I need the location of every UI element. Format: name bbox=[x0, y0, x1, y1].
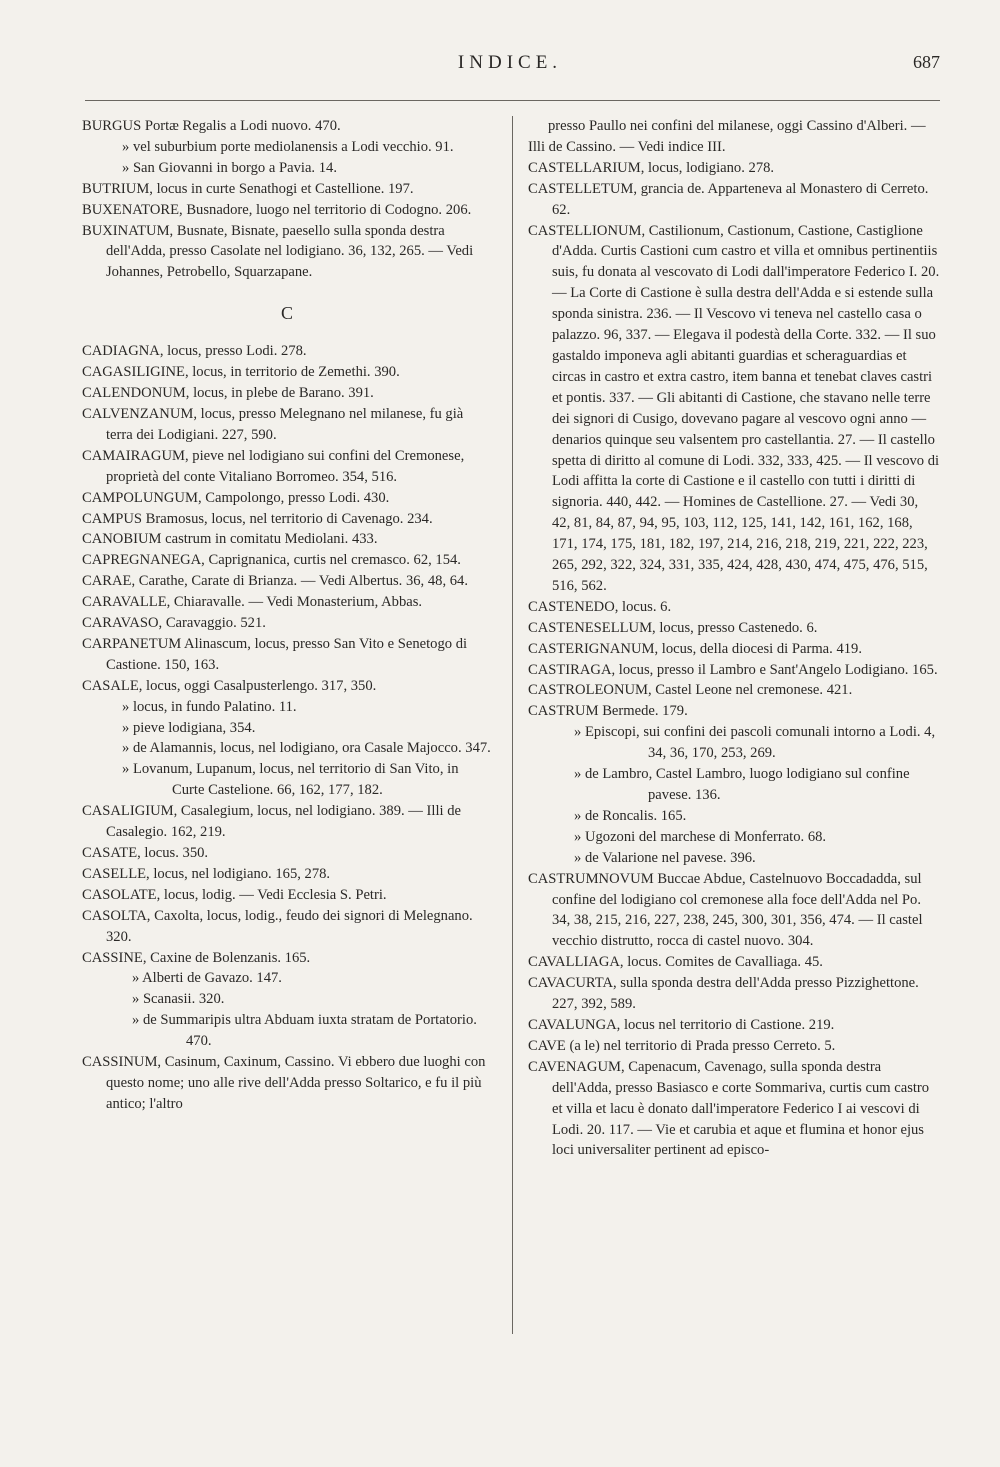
entry-text: BUXINATUM, Busnate, Bisnate, paesello sulla sponda destra dell'Adda, presso Casolate nel lodigiano. 36, 132, 265. — Vedi Johannes, Petrobello, Squarzapane. bbox=[82, 222, 474, 281]
index-entry bbox=[528, 618, 940, 639]
entry-text: CASTENESELLUM, locus, presso Castenedo. 6. bbox=[528, 619, 818, 636]
entry-text: » Scanasii. 320. bbox=[132, 991, 225, 1008]
entry-text: CASALE, locus, oggi Casalpusterlengo. 317, 350. bbox=[82, 677, 377, 694]
entry-text: BUTRIUM, locus in curte Senathogi et Castellione. 197. bbox=[82, 180, 414, 197]
entry-text: CAMAIRAGUM, pieve nel lodigiano sui confini del Cremonese, proprietà del conte Vitaliano Borromeo. 354, 516. bbox=[82, 447, 465, 485]
entry-text: CASTROLEONUM, Castel Leone nel cremonese. 421. bbox=[528, 682, 853, 699]
entry-text: CASSINUM, Casinum, Caxinum, Cassino. Vi ebbero due luoghi con questo nome; uno alle rive dell'Adda presso Soltarico, e fu il più antico; l'altro bbox=[82, 1054, 486, 1112]
entry-text: CASTIRAGA, locus, presso il Lambro e Sant'Angelo Lodigiano. 165. bbox=[528, 661, 938, 678]
index-entry bbox=[82, 383, 492, 404]
entry-text: » pieve lodigiana, 354. bbox=[122, 719, 256, 736]
index-entry bbox=[82, 592, 492, 613]
entry-text: » de Lambro, Castel Lambro, luogo lodigiano sul confine pavese. 136. bbox=[574, 766, 910, 803]
index-entry bbox=[82, 676, 492, 697]
entry-text: » vel suburbium porte mediolanensis a Lodi vecchio. 91. bbox=[122, 138, 454, 155]
entry-text: CASELLE, locus, nel lodigiano. 165, 278. bbox=[82, 865, 331, 882]
index-subentry bbox=[82, 989, 492, 1010]
index-subentry bbox=[528, 827, 940, 848]
index-entry bbox=[82, 948, 492, 969]
entry-text: BUXENATORE, Busnadore, luogo nel territorio di Codogno. 206. bbox=[82, 201, 472, 218]
index-entry bbox=[82, 488, 492, 509]
entry-text: CAVENAGUM, Capenacum, Cavenago, sulla sponda destra dell'Adda, presso Basiasco e corte Sommariva, curtis cum castro et villa et lacu è donato dall'imperatore Federico I ai vescovi di Lodi. 20. 117. — Vie et carubia et aque et flumina et honor ejus loci universaliter pertinent ad episco- bbox=[528, 1058, 930, 1159]
entry-text: CASSINE, Caxine de Bolenzanis. 165. bbox=[82, 949, 311, 966]
index-entry bbox=[82, 550, 492, 571]
index-entry bbox=[82, 885, 492, 906]
index-entry bbox=[528, 221, 940, 597]
index-subentry bbox=[82, 759, 492, 801]
entry-text: CAVALUNGA, locus nel territorio di Castione. 219. bbox=[528, 1016, 835, 1033]
entry-text: CANOBIUM castrum in comitatu Mediolani. 433. bbox=[82, 531, 378, 548]
entry-text: » de Roncalis. 165. bbox=[574, 807, 687, 824]
entry-text: » Ugozoni del marchese di Monferrato. 68. bbox=[574, 828, 827, 845]
index-entry bbox=[528, 869, 940, 953]
index-entry bbox=[528, 660, 940, 681]
header-rule bbox=[85, 100, 940, 101]
index-entry bbox=[528, 952, 940, 973]
entry-text: » San Giovanni in borgo a Pavia. 14. bbox=[122, 159, 337, 176]
index-entry bbox=[82, 200, 492, 221]
index-entry bbox=[82, 1052, 492, 1115]
index-subentry bbox=[528, 764, 940, 806]
index-subentry bbox=[82, 738, 492, 759]
index-entry bbox=[82, 221, 492, 284]
index-entry bbox=[82, 137, 492, 158]
index-entry bbox=[528, 1057, 940, 1162]
entry-text: CALVENZANUM, locus, presso Melegnano nel milanese, fu già terra dei Lodigiani. 227, 590. bbox=[82, 405, 464, 443]
entry-text: CASTELLIONUM, Castilionum, Castionum, Castione, Castiglione d'Adda. Curtis Castioni cum castro et villa et omnibus pertinentiis suis, fu donata al vescovato di Lodi dall'imperatore Federico I. 20. — La Corte di Castione è sulla destra dell'Adda e si estende sulla sponda sinistra. 236. — Il Vescovo vi teneva nel castello casa o palazzo. 96, 337. — Elegava il podestà della Corte. 332. — Il suo gastaldo imponeva agli abitanti guardias et scheraguardias et circas in castro et extra castro, item banna et tenebat claves castri et pontis. 337. — Gli abitanti di Castione, che stavano nelle terre dei signori di Cusigo, dovevano pagare al vescovo ogni anno — denarios quinque seu valsentem pro castellantia. 27. — Il castello spetta di diritto al comune di Lodi. 332, 333, 425. — Il vescovo di Lodi affitta la corte di Castione e il castello con tutti i diritti di signoria. 440, 442. — Homines de Castellione. 27. — Vedi 30, 42, 81, 84, 87, 94, 95, 103, 112, 125, 141, 142, 161, 162, 168, 171, 174, 175, 181, 182, 197, 214, 216, 218, 219, 221, 222, 223, 265, 292, 322, 324, 331, 335, 424, 428, 430, 474, 475, 476, 515, 516, 562. bbox=[528, 222, 940, 594]
index-subentry bbox=[528, 722, 940, 764]
entry-text: CAVACURTA, sulla sponda destra dell'Adda presso Pizzighettone. 227, 392, 589. bbox=[528, 975, 919, 1013]
index-entry-continued bbox=[528, 116, 940, 158]
index-entry bbox=[82, 613, 492, 634]
index-entry bbox=[82, 634, 492, 676]
index-entry bbox=[82, 179, 492, 200]
entry-text: » Lovanum, Lupanum, locus, nel territorio di San Vito, in Curte Castelione. 66, 162, 177, 182. bbox=[122, 761, 459, 799]
column-divider bbox=[512, 116, 513, 1334]
entry-text: CASOLTA, Caxolta, locus, lodig., feudo dei signori di Melegnano. 320. bbox=[82, 907, 473, 945]
entry-text: CARPANETUM Alinascum, locus, presso San Vito e Senetogo di Castione. 150, 163. bbox=[82, 635, 468, 673]
index-entry bbox=[82, 404, 492, 446]
index-subentry bbox=[82, 1010, 492, 1052]
index-entry bbox=[528, 1036, 940, 1057]
entry-text: CARAVALLE, Chiaravalle. — Vedi Monasterium, Abbas. bbox=[82, 594, 423, 611]
running-title: INDICE. bbox=[457, 52, 563, 73]
index-entry bbox=[82, 116, 492, 137]
entry-text: CASALIGIUM, Casalegium, locus, nel lodigiano. 389. — Illi de Casalegio. 162, 219. bbox=[82, 803, 461, 841]
entry-text: » de Valarione nel pavese. 396. bbox=[574, 849, 756, 866]
index-subentry bbox=[528, 848, 940, 869]
entry-text: CADIAGNA, locus, presso Lodi. 278. bbox=[82, 343, 307, 360]
entry-text: CASOLATE, locus, lodig. — Vedi Ecclesia S. Petri. bbox=[82, 886, 387, 903]
index-entry bbox=[82, 509, 492, 530]
index-subentry bbox=[528, 806, 940, 827]
index-entry bbox=[82, 529, 492, 550]
entry-text: CAMPUS Bramosus, locus, nel territorio di Cavenago. 234. bbox=[82, 510, 433, 527]
index-entry bbox=[82, 341, 492, 362]
index-entry bbox=[528, 639, 940, 660]
entry-text: CAVALLIAGA, locus. Comites de Cavalliaga. 45. bbox=[528, 954, 823, 971]
index-entry bbox=[82, 571, 492, 592]
entry-text: CAMPOLUNGUM, Campolongo, presso Lodi. 430. bbox=[82, 489, 390, 506]
index-subentry bbox=[82, 968, 492, 989]
entry-text: CASTENEDO, locus. 6. bbox=[528, 598, 672, 615]
entry-text: CARAE, Carathe, Carate di Brianza. — Vedi Albertus. 36, 48, 64. bbox=[82, 573, 468, 590]
entry-text: CAVE (a le) nel territorio di Prada presso Cerreto. 5. bbox=[528, 1037, 836, 1054]
index-entry bbox=[528, 680, 940, 701]
index-entry bbox=[528, 973, 940, 1015]
entry-text: » de Summaripis ultra Abduam iuxta stratam de Portatorio. 470. bbox=[132, 1012, 477, 1050]
index-entry bbox=[528, 1015, 940, 1036]
index-entry bbox=[528, 701, 940, 722]
index-subentry bbox=[82, 697, 492, 718]
index-entry bbox=[528, 179, 940, 221]
entry-text: presso Paullo nei confini del milanese, oggi Cassino d'Alberi. — Illi de Cassino. — Vedi indice III. bbox=[528, 118, 926, 155]
entry-text: CASTELLARIUM, locus, lodigiano. 278. bbox=[528, 159, 775, 176]
index-entry bbox=[82, 446, 492, 488]
index-entry bbox=[82, 843, 492, 864]
entry-text: CASATE, locus. 350. bbox=[82, 845, 209, 861]
entry-text: CAGASILIGINE, locus, in territorio de Zemethi. 390. bbox=[82, 364, 400, 381]
index-entry bbox=[82, 906, 492, 948]
index-entry bbox=[528, 158, 940, 179]
page-header bbox=[80, 52, 940, 82]
index-entry bbox=[528, 597, 940, 618]
entry-text: CALENDONUM, locus, in plebe de Barano. 391. bbox=[82, 385, 374, 402]
entry-text: CASTRUMNOVUM Buccae Abdue, Castelnuovo Boccadadda, sul confine del lodigiano col cremonese alla foce dell'Adda nel Po. 34, 38, 215, 216, 227, 238, 245, 300, 301, 356, 474. — Il castel vecchio distrutto, rocca di castel nuovo. 304. bbox=[528, 870, 923, 950]
entry-text: CASTERIGNANUM, locus, della diocesi di Parma. 419. bbox=[528, 640, 862, 657]
entry-text: CARAVASO, Caravaggio. 521. bbox=[82, 615, 266, 632]
entry-text: » Episcopi, sui confini dei pascoli comunali intorno a Lodi. 4, 34, 36, 170, 253, 269. bbox=[574, 724, 936, 762]
index-entry bbox=[82, 362, 492, 383]
section-letter: C bbox=[280, 303, 293, 324]
entry-text: BURGUS Portæ Regalis a Lodi nuovo. 470. bbox=[82, 118, 341, 134]
entry-text: » locus, in fundo Palatino. 11. bbox=[122, 698, 297, 715]
entry-text: » de Alamannis, locus, nel lodigiano, ora Casale Majocco. 347. bbox=[122, 740, 491, 757]
entry-text: CASTRUM Bermede. 179. bbox=[528, 703, 688, 720]
index-subentry bbox=[82, 718, 492, 739]
entry-text: » Alberti de Gavazo. 147. bbox=[132, 970, 282, 987]
index-entry bbox=[82, 158, 492, 179]
entry-text: CASTELLETUM, grancia de. Apparteneva al Monastero di Cerreto. 62. bbox=[528, 180, 929, 218]
right-column bbox=[528, 116, 940, 1161]
index-entry bbox=[82, 801, 492, 843]
left-column bbox=[82, 116, 492, 1115]
index-entry bbox=[82, 864, 492, 885]
entry-text: CAPREGNANEGA, Caprignanica, curtis nel cremasco. 62, 154. bbox=[82, 552, 461, 569]
page-number: 687 bbox=[913, 52, 940, 72]
